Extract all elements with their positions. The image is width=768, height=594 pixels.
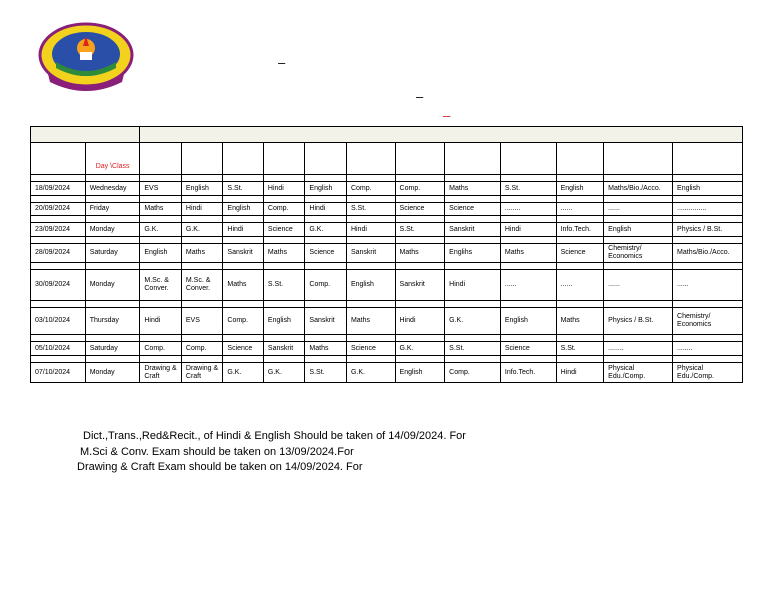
subject-cell: Comp. (305, 270, 347, 301)
note-1: Dict.,Trans.,Red&Recit., of Hindi & English Should be taken of 14/09/2024. For (83, 430, 466, 442)
spacer-row (31, 237, 743, 244)
day-cell: Monday (85, 270, 140, 301)
subject-cell: G.K. (305, 223, 347, 237)
subject-cell: Comp. (445, 363, 501, 383)
subject-cell: ............... (673, 203, 743, 216)
subject-cell: Maths/Bio./Acco. (673, 244, 743, 263)
subject-cell: ........ (500, 203, 556, 216)
subject-cell: Maths (305, 342, 347, 356)
subject-cell: G.K. (346, 363, 395, 383)
date-cell: 30/09/2024 (31, 270, 86, 301)
subject-cell: Hindi (346, 223, 395, 237)
date-cell: 07/10/2024 (31, 363, 86, 383)
day-cell: Monday (85, 363, 140, 383)
subject-cell: ........ (604, 342, 673, 356)
subject-cell: Drawing & Craft (181, 363, 223, 383)
header-dash-2: – (416, 89, 424, 104)
subject-cell: Maths (181, 244, 223, 263)
subject-cell: English (500, 308, 556, 335)
subject-cell: Chemistry/ Economics (673, 308, 743, 335)
subject-cell: S.St. (263, 270, 305, 301)
subject-cell: Science (500, 342, 556, 356)
subject-cell: Science (346, 342, 395, 356)
table-row (31, 308, 743, 335)
subject-cell: Science (223, 342, 264, 356)
subject-cell: Science (305, 244, 347, 263)
header-band-left (31, 127, 140, 143)
subject-cell: ........ (673, 342, 743, 356)
subject-cell: S.St. (556, 342, 604, 356)
subject-cell: Info.Tech. (556, 223, 604, 237)
subject-cell: M.Sc. & Conver. (181, 270, 223, 301)
subject-cell: S.St. (305, 363, 347, 383)
subject-cell: G.K. (395, 342, 445, 356)
header-band-row (31, 127, 743, 143)
date-cell: 23/09/2024 (31, 223, 86, 237)
subject-cell: ...... (604, 203, 673, 216)
subject-cell: Maths/Bio./Acco. (604, 182, 673, 196)
subject-cell: Science (556, 244, 604, 263)
subject-cell: Physics / B.St. (673, 223, 743, 237)
day-cell: Wednesday (85, 182, 140, 196)
spacer-row (31, 301, 743, 308)
day-class-label: Day \Class (85, 143, 140, 175)
table-row (31, 182, 743, 196)
subject-cell: Comp. (181, 342, 223, 356)
subject-cell: Physical Edu./Comp. (604, 363, 673, 383)
subject-cell: EVS (181, 308, 223, 335)
spacer-row (31, 263, 743, 270)
subject-cell: Sanskrit (263, 342, 305, 356)
subject-cell: English (305, 182, 347, 196)
subject-cell: S.St. (223, 182, 264, 196)
subject-cell: English (223, 203, 264, 216)
subject-cell: English (556, 182, 604, 196)
subject-cell: Hindi (445, 270, 501, 301)
subject-cell: English (181, 182, 223, 196)
spacer-row (31, 196, 743, 203)
day-cell: Thursday (85, 308, 140, 335)
subject-cell: Maths (445, 182, 501, 196)
subject-cell: Hindi (181, 203, 223, 216)
subject-cell: Sanskrit (223, 244, 264, 263)
subject-cell: Maths (556, 308, 604, 335)
subject-cell: S.St. (395, 223, 445, 237)
subject-cell: Maths (223, 270, 264, 301)
exam-timetable (30, 126, 743, 383)
subject-cell: Comp. (395, 182, 445, 196)
subject-cell: English (140, 244, 182, 263)
subject-cell: M.Sc. & Conver. (140, 270, 182, 301)
subject-cell: EVS (140, 182, 182, 196)
subject-cell: S.St. (445, 342, 501, 356)
subject-cell: Hindi (500, 223, 556, 237)
header-dash-1: – (278, 55, 286, 70)
subject-cell: S.St. (500, 182, 556, 196)
header-band-right (140, 127, 743, 143)
subject-cell: Science (445, 203, 501, 216)
subject-cell: Comp. (140, 342, 182, 356)
date-cell: 18/09/2024 (31, 182, 86, 196)
subject-cell: Comp. (346, 182, 395, 196)
spacer-row (31, 356, 743, 363)
subject-cell: English (604, 223, 673, 237)
subject-cell: G.K. (140, 223, 182, 237)
subject-cell: English (346, 270, 395, 301)
note-2: M.Sci & Conv. Exam should be taken on 13/09/2024.For (80, 446, 354, 458)
subject-cell: Hindi (263, 182, 305, 196)
date-cell: 20/09/2024 (31, 203, 86, 216)
subject-cell: Hindi (395, 308, 445, 335)
subject-cell: Hindi (305, 203, 347, 216)
subject-cell: Physical Edu./Comp. (673, 363, 743, 383)
subject-cell: G.K. (223, 363, 264, 383)
subject-cell: English (395, 363, 445, 383)
subject-cell: ...... (556, 270, 604, 301)
subject-cell: G.K. (181, 223, 223, 237)
spacer-row (31, 335, 743, 342)
subject-cell: Maths (500, 244, 556, 263)
subject-cell: ...... (556, 203, 604, 216)
table-row (31, 363, 743, 383)
subject-cell: Chemistry/ Economics (604, 244, 673, 263)
subject-cell: ...... (604, 270, 673, 301)
subject-cell: Drawing & Craft (140, 363, 182, 383)
table-row (31, 223, 743, 237)
subject-cell: English (673, 182, 743, 196)
subject-cell: English (263, 308, 305, 335)
subject-cell: Maths (395, 244, 445, 263)
subject-cell: Comp. (263, 203, 305, 216)
table-row (31, 244, 743, 263)
day-cell: Friday (85, 203, 140, 216)
day-cell: Saturday (85, 342, 140, 356)
subject-cell: Hindi (223, 223, 264, 237)
date-cell: 03/10/2024 (31, 308, 86, 335)
date-cell: 05/10/2024 (31, 342, 86, 356)
date-cell: 28/09/2024 (31, 244, 86, 263)
subject-cell: Maths (263, 244, 305, 263)
class-header-row (31, 143, 743, 175)
subject-cell: S.St. (346, 203, 395, 216)
subject-cell: Maths (140, 203, 182, 216)
table-row (31, 203, 743, 216)
header-dash-3: – (443, 108, 451, 123)
table-row (31, 342, 743, 356)
subject-cell: Englihs (445, 244, 501, 263)
subject-cell: Sanskrit (346, 244, 395, 263)
subject-cell: Info.Tech. (500, 363, 556, 383)
subject-cell: Sanskrit (445, 223, 501, 237)
spacer-row (31, 216, 743, 223)
subject-cell: Science (395, 203, 445, 216)
subject-cell: G.K. (263, 363, 305, 383)
subject-cell: ...... (673, 270, 743, 301)
spacer-row (31, 175, 743, 182)
subject-cell: Comp. (223, 308, 264, 335)
subject-cell: Physics / B.St. (604, 308, 673, 335)
subject-cell: Sanskrit (305, 308, 347, 335)
subject-cell: Sanskrit (395, 270, 445, 301)
subject-cell: Science (263, 223, 305, 237)
day-cell: Monday (85, 223, 140, 237)
subject-cell: Maths (346, 308, 395, 335)
school-logo (34, 22, 138, 92)
header-date-cell (31, 143, 86, 175)
subject-cell: ...... (500, 270, 556, 301)
subject-cell: Hindi (556, 363, 604, 383)
note-3: Drawing & Craft Exam should be taken on 14/09/2024. For (77, 461, 363, 473)
table-row (31, 270, 743, 301)
subject-cell: Hindi (140, 308, 182, 335)
subject-cell: G.K. (445, 308, 501, 335)
day-cell: Saturday (85, 244, 140, 263)
